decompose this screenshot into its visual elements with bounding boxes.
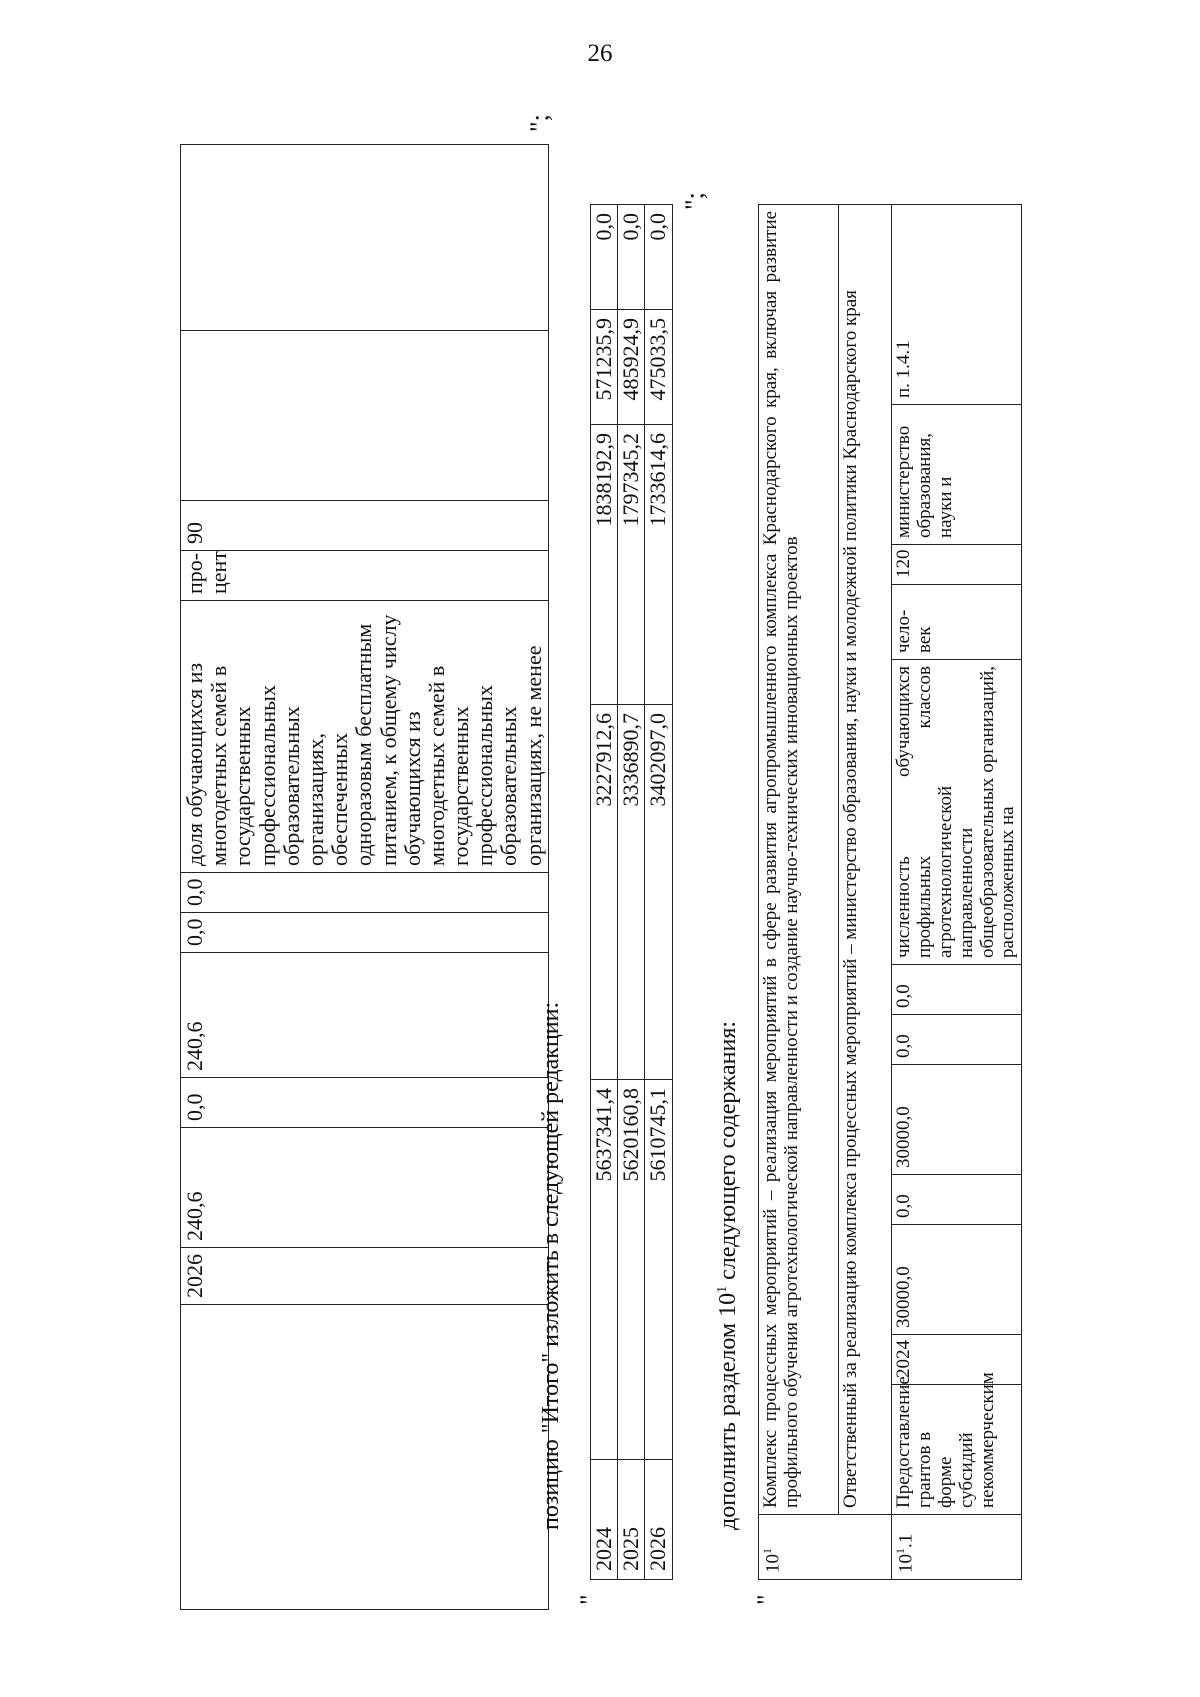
value-cell: 3227912,6	[591, 705, 618, 1080]
opening-quote: "	[752, 1594, 781, 1605]
responsible-cell: Ответственный за реализацию комплекса процессных мероприятий – министерство образования, науки и молодежной политики Краснодарского края	[839, 204, 892, 1514]
unit-cell: чело-век	[892, 585, 1022, 660]
year-cell: 2024	[591, 1460, 618, 1580]
continuation-table	[180, 144, 549, 1610]
value-cell: 475033,5	[645, 310, 672, 425]
table-row	[759, 204, 839, 1579]
value-cell: 0,0	[645, 205, 672, 310]
value-cell: 240,6	[181, 953, 549, 1078]
indicator-cell: численность обучающихся профильных классов агротехнологической направленности общеобразовательных организаций, расположенных на	[892, 660, 1022, 965]
value-cell: 0,0	[181, 873, 549, 913]
value-cell: 0,0	[181, 1078, 549, 1128]
section-number-cell: $10^1$	[759, 1515, 892, 1580]
table-row	[618, 205, 645, 1580]
value-cell: 485924,9	[618, 310, 645, 425]
row-number-cell: $10^1.1$	[892, 1515, 1022, 1580]
value-cell: 5620160,8	[618, 1080, 645, 1460]
closing-quote: ";	[525, 114, 554, 132]
value-cell: 0,0	[892, 1175, 1022, 1225]
empty-cell	[181, 331, 549, 501]
year-cell: 2025	[618, 1460, 645, 1580]
year-cell: 2026	[645, 1460, 672, 1580]
table-row	[645, 205, 672, 1580]
value-cell: 0,0	[618, 205, 645, 310]
section-table	[758, 204, 1022, 1580]
totals-table	[590, 204, 673, 1580]
paragraph-text: дополнить разделом 10	[715, 1292, 741, 1530]
empty-cell	[181, 145, 549, 331]
table-row	[591, 205, 618, 1580]
unit-cell: про-цент	[181, 551, 549, 601]
executor-cell: министерство образования, науки и	[892, 405, 1022, 545]
table-row	[839, 204, 892, 1579]
value-cell: 30000,0	[892, 1065, 1022, 1175]
value-cell: 0,0	[181, 913, 549, 953]
value-cell: 0,0	[892, 1015, 1022, 1065]
closing-quote: ";	[680, 192, 709, 210]
value-cell: 1838192,9	[591, 425, 618, 705]
reference-cell: п. 1.4.1	[892, 204, 1022, 404]
value-cell: 5610745,1	[645, 1080, 672, 1460]
value-cell: 1797345,2	[618, 425, 645, 705]
superscript: 1	[715, 1285, 730, 1293]
target-value-cell: 120	[892, 545, 1022, 585]
opening-quote: "	[575, 1594, 604, 1605]
target-value-cell: 90	[181, 501, 549, 551]
value-cell: 0,0	[892, 965, 1022, 1015]
value-cell: 5637341,4	[591, 1080, 618, 1460]
value-cell: 3402097,0	[645, 705, 672, 1080]
year-cell: 2026	[181, 1248, 549, 1305]
instruction-paragraph	[715, 1021, 742, 1530]
value-cell: 240,6	[181, 1128, 549, 1248]
complex-title-cell: Комплекс процессных мероприятий – реализация мероприятий в сфере развития агропромышленного комплекса Краснодарского края, включая развитие профильного обучения агротехнологической направленности и создание научно-технических инновационных проектов	[759, 204, 839, 1514]
activity-name-cell: Предоставление грантов в форме субсидий некоммерческим	[892, 1385, 1022, 1515]
value-cell: 3336890,7	[618, 705, 645, 1080]
page-number: 26	[587, 40, 613, 67]
paragraph-text: следующего содержания:	[715, 1020, 741, 1286]
instruction-paragraph: позицию "Итого" изложить в следующей редакции:	[538, 1001, 564, 1530]
empty-cell	[181, 1305, 549, 1610]
value-cell: 30000,0	[892, 1225, 1022, 1335]
table-row	[892, 204, 1022, 1579]
value-cell: 1733614,6	[645, 425, 672, 705]
rotated-content	[180, 114, 1160, 1610]
indicator-cell: доля обучающихся из многодетных семей в государственных профессиональных образовательных организациях, обеспеченных одноразовым бесплатным питанием, к общему числу обучающихся из многодетных семей в государственных профессиональных образовательных организациях, не менее	[181, 601, 549, 873]
year-cell: 2024	[892, 1335, 1022, 1385]
value-cell: 571235,9	[591, 310, 618, 425]
table-row	[181, 145, 549, 1610]
value-cell: 0,0	[591, 205, 618, 310]
